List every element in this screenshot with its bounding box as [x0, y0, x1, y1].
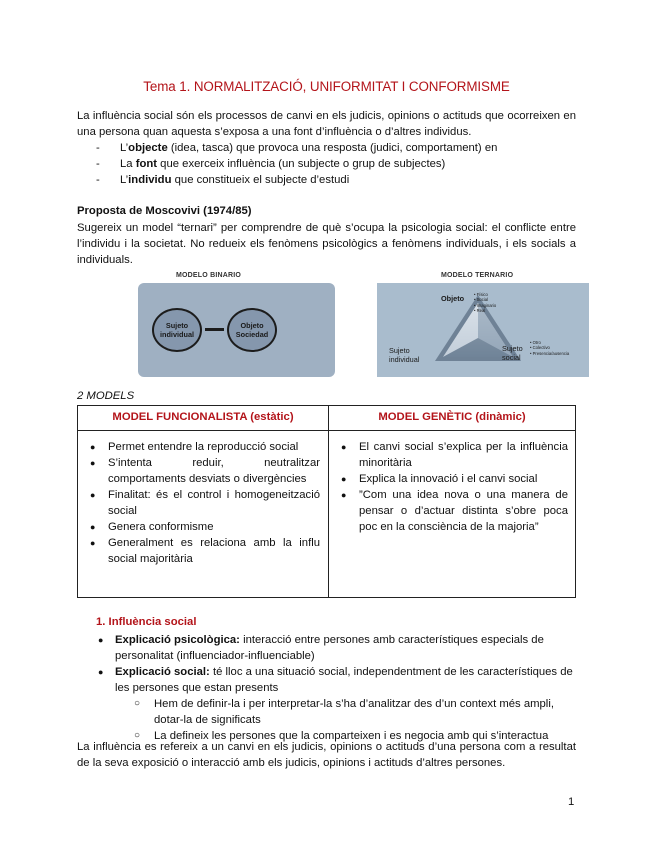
- list-item: ● Finalitat: és el control i homogeneització social: [90, 489, 320, 517]
- binary-model-diagram: [138, 283, 335, 377]
- funcionalista-list: [78, 439, 320, 567]
- objeto-sociedad-oval: Objeto Sociedad: [227, 308, 277, 352]
- page-number: 1: [568, 796, 575, 808]
- page-title: Tema 1. NORMALITZACIÓ, UNIFORMITAT I CONFORMISME: [143, 79, 510, 94]
- list-item: ● S’intenta reduir, neutralitzar comportaments desviats o divergències: [90, 457, 320, 485]
- list-item: ● ”Com una idea nova o una manera de pensar o d’actuar distinta s’obre poca poc en la consciència de la majoria”: [341, 489, 568, 533]
- list-item: ● Genera conformisme: [90, 521, 214, 533]
- social-items: • Otro • Colectivo • Presencia/ausencia: [530, 340, 570, 356]
- section-title: 1. Influència social: [96, 616, 197, 628]
- list-item: ● Explica la innovació i el canvi social: [341, 473, 538, 485]
- ternario-title: MODELO TERNARIO: [441, 272, 514, 279]
- list-item: - La font que exerceix influència (un subjecte o grup de subjectes): [96, 158, 446, 170]
- explanations-list: [77, 632, 576, 696]
- col-header-genetic: MODEL GENÈTIC (dinàmic): [378, 411, 526, 423]
- list-item: ● Permet entendre la reproducció social: [90, 441, 299, 453]
- list-item: ○ La defineix les persones que la comparteixen i es negocia amb qui s’interactua: [134, 730, 549, 742]
- models-table: [77, 405, 576, 598]
- models-label: 2 MODELS: [77, 390, 135, 402]
- closing-paragraph: La influència es refereix a un canvi en els judicis, opinions o actituds d’una persona com a resultat de la seva exposició o interacció amb els judicis, opinions i actituds d’altres persones.: [77, 741, 576, 769]
- list-item: ● El canvi social s’explica per la influència minoritària: [341, 441, 568, 469]
- objeto-items: • Físico • Social • Imaginario • Real: [474, 292, 497, 314]
- list-item: ● Explicació psicològica: interacció entre persones amb característiques especials de personalitat (influenciador-influenciable): [98, 634, 544, 662]
- ternario-sujeto-individual-label: Sujeto individual: [389, 346, 420, 364]
- moscovici-heading: Proposta de Moscovivi (1974/85): [77, 205, 252, 217]
- connector-line: [205, 328, 224, 331]
- genetic-list: [329, 439, 568, 535]
- list-item: - L’objecte (idea, tasca) que provoca una resposta (judici, comportament) en: [96, 142, 498, 154]
- list-item: - L’individu que constitueix el subjecte d’estudi: [96, 174, 350, 186]
- ternario-objeto-label: Objeto: [441, 294, 465, 303]
- binario-title: MODELO BINARIO: [176, 272, 242, 279]
- influence-elements-list: [77, 140, 576, 188]
- list-item: ○ Hem de definir-la i per interpretar-la s’ha d’analitzar des d’un context més ampli, dotar-la de significats: [134, 698, 554, 726]
- moscovici-paragraph: Sugereix un model “ternari” per comprendre de què s’ocupa la psicologia social: el conflicte entre l’individu i la societat. No redueix els fenòmens psicològics a fenòmens individuals, i els socials a individuals.: [77, 222, 576, 266]
- intro-paragraph: La influència social són els processos de canvi en els judicis, opinions o actituds que ocorreixen en una persona quan aquesta s’exposa a una font d’influència o d’altres individus.: [77, 110, 576, 138]
- social-explanation-sublist: [77, 696, 576, 744]
- list-item: ● Generalment es relaciona amb la influ social majoritària: [90, 537, 320, 565]
- ternary-model-diagram: [377, 283, 589, 377]
- col-header-funcionalista: MODEL FUNCIONALISTA (estàtic): [112, 411, 294, 423]
- ternario-sujeto-social-label: Sujeto social: [502, 344, 523, 362]
- list-item: ● Explicació social: té lloc a una situació social, independentment de les característiques de les persones que estan presents: [98, 666, 573, 694]
- sujeto-individual-oval: Sujeto individual: [152, 308, 202, 352]
